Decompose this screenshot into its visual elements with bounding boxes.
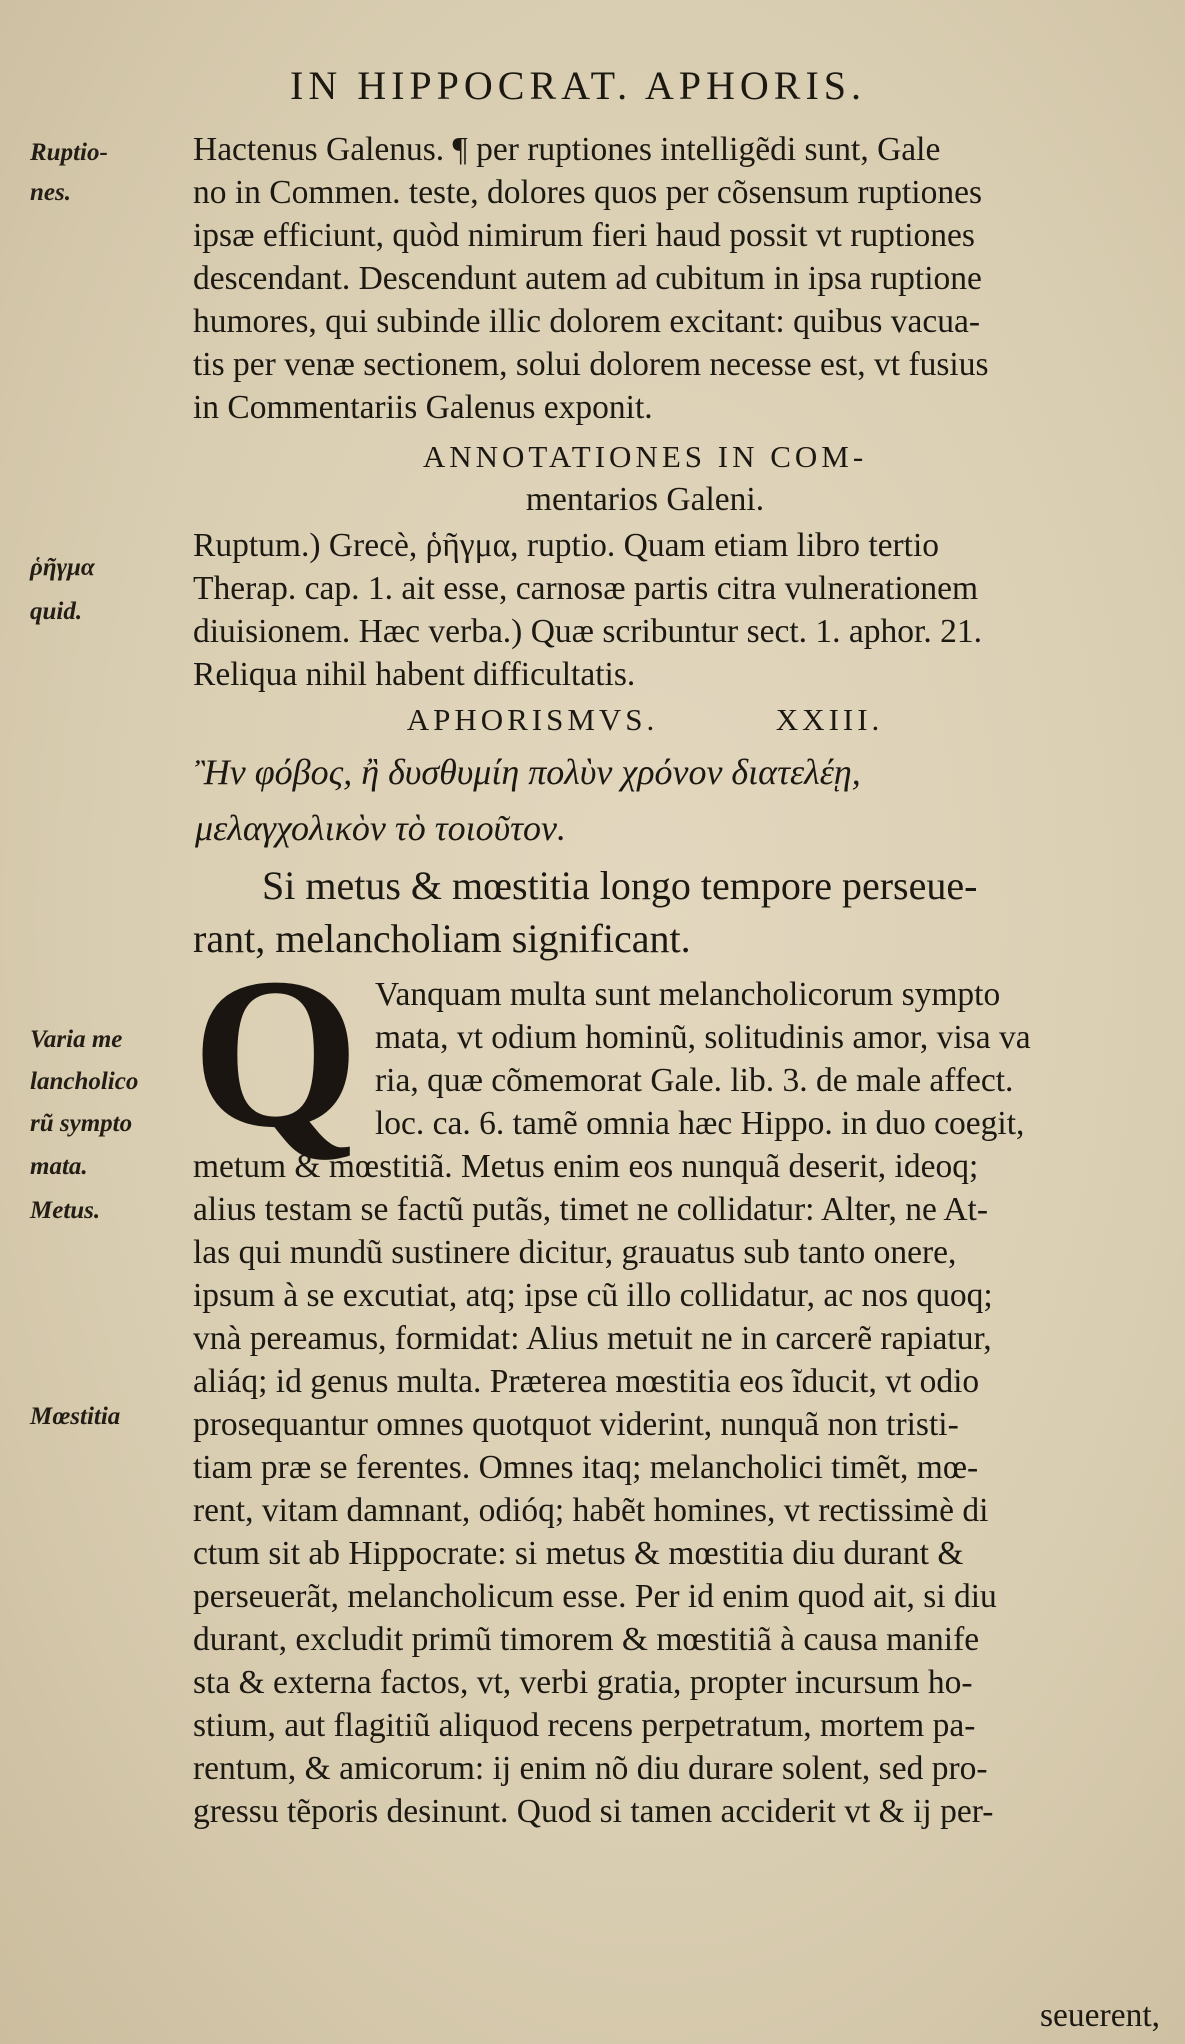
text-line: aliáq; id genus multa. Præterea mœstitia eos ĩducit, vt odio [193, 1363, 980, 1400]
margin-note: mata. [30, 1153, 88, 1180]
latin-aphorism-line-2: rant, melancholiam significant. [193, 916, 691, 961]
greek-aphorism-line-2: μελαγχολικὸν τὸ τοιοῦτον. [195, 808, 567, 848]
text-line: in Commentariis Galenus exponit. [193, 389, 653, 426]
text-line: Vanquam multa sunt melancholicorum sympto [375, 976, 1001, 1013]
text-line: tiam præ se ferentes. Omnes itaq; melancholici timẽt, mœ- [193, 1449, 979, 1486]
text-line: perseuerãt, melancholicum esse. Per id enim quod ait, si diu [193, 1578, 997, 1615]
text-line: no in Commen. teste, dolores quos per cõsensum ruptiones [193, 174, 983, 211]
text-line: alius testam se factũ putãs, timet ne collidatur: Alter, ne At- [193, 1191, 989, 1228]
text-line: prosequantur omnes quotquot viderint, nunquã non tristi- [193, 1406, 959, 1443]
text-line: vnà pereamus, formidat: Alius metuit ne in carcerẽ rapiatur, [193, 1320, 992, 1357]
text-line: stium, aut flagitiũ aliquod recens perpetratum, mortem pa- [193, 1707, 976, 1744]
text-line: ctum sit ab Hippocrate: si metus & mœstitia diu durant & [193, 1535, 964, 1572]
text-line: metum & mœstitiã. Metus enim eos nunquã deserit, ideoq; [193, 1148, 979, 1185]
catchword: seuerent, [1040, 1997, 1160, 2034]
margin-note: lancholico [30, 1068, 139, 1095]
margin-note: quid. [30, 598, 83, 625]
annotations-subheading: mentarios Galeni. [525, 481, 765, 518]
margin-note: Ruptio- [30, 139, 108, 166]
text-line: Therap. cap. 1. ait esse, carnosæ partis citra vulnerationem [193, 570, 979, 607]
text-line: ria, quæ cõmemorat Gale. lib. 3. de male affect. [375, 1062, 1014, 1099]
drop-cap: Q [192, 933, 360, 1172]
text-line: tis per venæ sectionem, solui dolorem necesse est, vt fusius [193, 346, 989, 383]
greek-aphorism-line-1: Ἢν φόβος, ἢ δυσθυμίη πολὺν χρόνον διατελέῃ, [195, 752, 861, 792]
text-line: sta & externa factos, vt, verbi gratia, propter incursum ho- [193, 1664, 973, 1701]
text-line: gressu tẽporis desinunt. Quod si tamen acciderit vt & ij per- [193, 1793, 994, 1830]
text-line: rentum, & amicorum: ij enim nõ diu durare solent, sed pro- [193, 1750, 988, 1787]
margin-note: nes. [30, 179, 71, 206]
text-line: diuisionem. Hæc verba.) Quæ scribuntur sect. 1. aphor. 21. [193, 613, 982, 650]
margin-note: Mœstitia [30, 1403, 121, 1430]
text-line: humores, qui subinde illic dolorem excitant: quibus vacua- [193, 303, 981, 340]
margin-note: Metus. [30, 1197, 101, 1224]
text-line: rent, vitam damnant, odióq; habẽt homines, vt rectissimè di [193, 1492, 989, 1529]
text-line: las qui mundũ sustinere dicitur, grauatus sub tanto onere, [193, 1234, 957, 1271]
aphorism-heading: APHORISMVS. XXIII. [406, 702, 884, 737]
latin-aphorism-line-1: Si metus & mœstitia longo tempore perseue- [262, 863, 978, 908]
text-line: Ruptum.) Grecè, ῥῆγμα, ruptio. Quam etiam libro tertio [193, 527, 940, 564]
text-line: Hactenus Galenus. ¶ per ruptiones intelligẽdi sunt, Gale [193, 131, 941, 168]
margin-note: ῥῆγμα [30, 554, 95, 581]
annotations-heading: ANNOTATIONES IN COM- [422, 439, 868, 474]
running-header: IN HIPPOCRAT. APHORIS. [290, 63, 867, 108]
text-line: ipsum à se excutiat, atq; ipse cũ illo collidatur, ac nos quoq; [193, 1277, 993, 1314]
text-line: Reliqua nihil habent difficultatis. [193, 656, 636, 693]
text-line: ipsæ efficiunt, quòd nimirum fieri haud possit vt ruptiones [193, 217, 975, 254]
margin-note: Varia me [30, 1026, 123, 1053]
text-line: descendant. Descendunt autem ad cubitum in ipsa ruptione [193, 260, 982, 297]
text-line: loc. ca. 6. tamẽ omnia hæc Hippo. in duo coegit, [375, 1105, 1025, 1142]
text-line: mata, vt odium hominũ, solitudinis amor, visa va [375, 1019, 1031, 1056]
text-line: durant, excludit primũ timorem & mœstitiã à causa manife [193, 1621, 980, 1658]
margin-note: rũ sympto [30, 1110, 133, 1137]
